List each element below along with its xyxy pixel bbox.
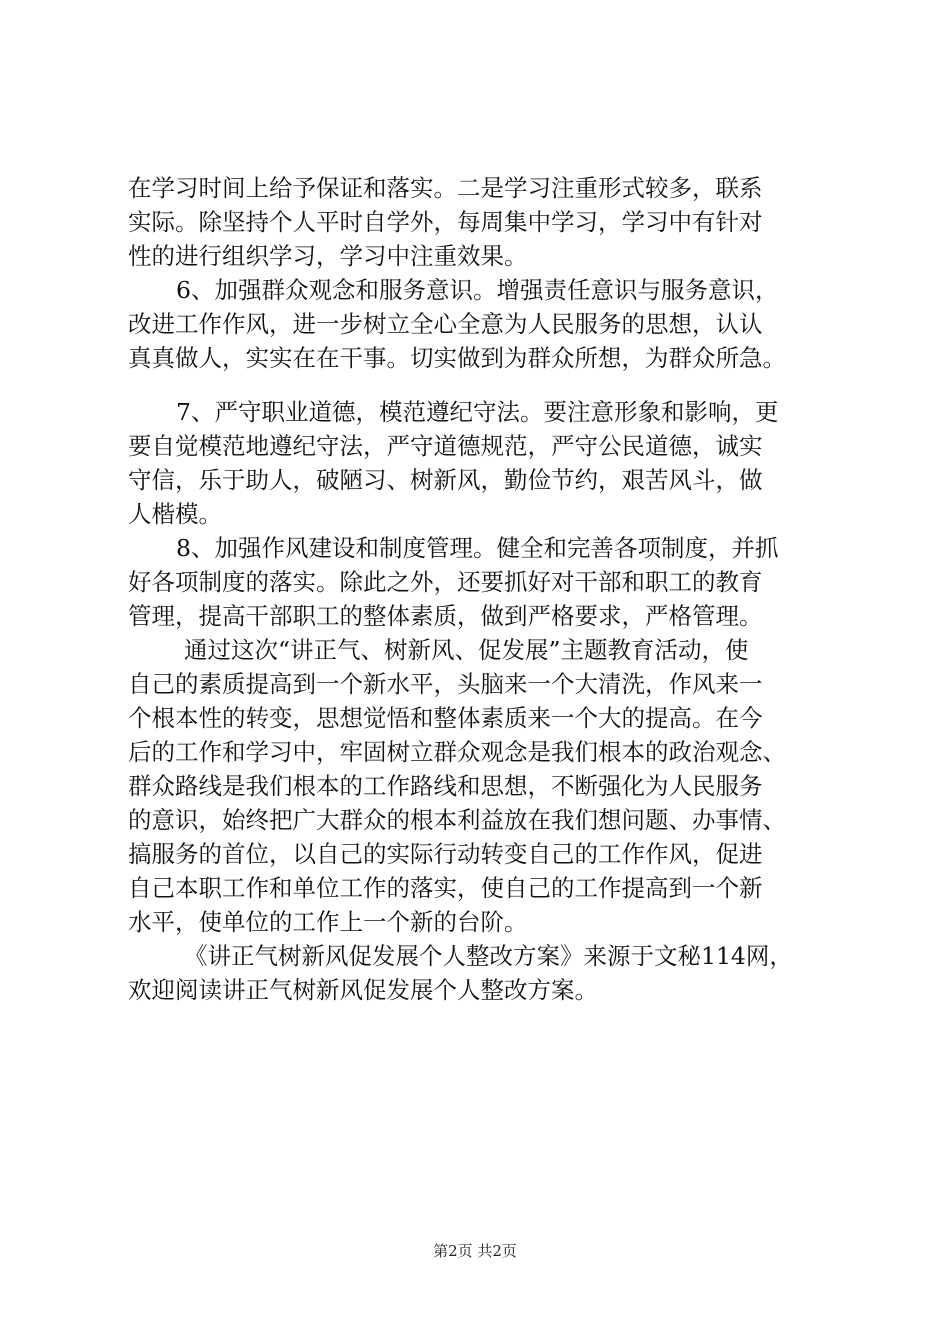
text-line: 性的进行组织学习，学习中注重效果。	[128, 242, 528, 270]
text-line: 后的工作和学习中，牢固树立群众观念是我们根本的政治观念、	[128, 738, 786, 766]
text-line: 欢迎阅读讲正气树新风促发展个人整改方案。	[128, 976, 598, 1004]
text-line: 要自觉模范地遵纪守法，严守道德规范，严守公民道德，诚实	[128, 432, 763, 460]
text-line: 在学习时间上给予保证和落实。二是学习注重形式较多，联系	[128, 174, 763, 202]
text-line: 自己的素质提高到一个新水平，头脑来一个大清洗，作风来一	[128, 670, 763, 698]
paragraph-gap	[128, 375, 848, 395]
text-line: 《讲正气树新风促发展个人整改方案》来源于文秘114网，	[184, 942, 793, 970]
text-line: 真真做人，实实在在干事。切实做到为群众所想，为群众所急。	[128, 344, 786, 372]
text-line: 8、加强作风建设和制度管理。健全和完善各项制度，并抓	[176, 534, 779, 562]
page-footer: 第2页 共2页	[433, 1242, 517, 1260]
text-line: 守信，乐于助人，破陋习、树新风，勤俭节约，艰苦风斗，做	[128, 466, 763, 494]
text-line: 6、加强群众观念和服务意识。增强责任意识与服务意识，	[176, 276, 779, 304]
text-line: 自己本职工作和单位工作的落实，使自己的工作提高到一个新	[128, 874, 763, 902]
text-line: 实际。除坚持个人平时自学外，每周集中学习，学习中有针对	[128, 208, 763, 236]
text-line: 人楷模。	[128, 500, 222, 528]
text-line: 个根本性的转变，思想觉悟和整体素质来一个大的提高。在今	[128, 704, 763, 732]
document-body	[128, 171, 848, 1007]
text-line: 好各项制度的落实。除此之外，还要抓好对干部和职工的教育	[128, 568, 763, 596]
text-line: 水平，使单位的工作上一个新的台阶。	[128, 908, 528, 936]
text-line: 改进工作作风，进一步树立全心全意为人民服务的思想，认认	[128, 310, 763, 338]
text-line: 群众路线是我们根本的工作路线和思想，不断强化为人民服务	[128, 772, 763, 800]
text-line: 的意识，始终把广大群众的根本利益放在我们想问题、办事情、	[128, 806, 786, 834]
text-line: 7、严守职业道德，模范遵纪守法。要注意形象和影响，更	[176, 398, 779, 426]
text-line: 管理，提高干部职工的整体素质，做到严格要求，严格管理。	[128, 602, 763, 630]
text-line: 通过这次“讲正气、树新风、促发展”主题教育活动，使	[184, 636, 749, 664]
text-line: 搞服务的首位，以自己的实际行动转变自己的工作作风，促进	[128, 840, 763, 868]
